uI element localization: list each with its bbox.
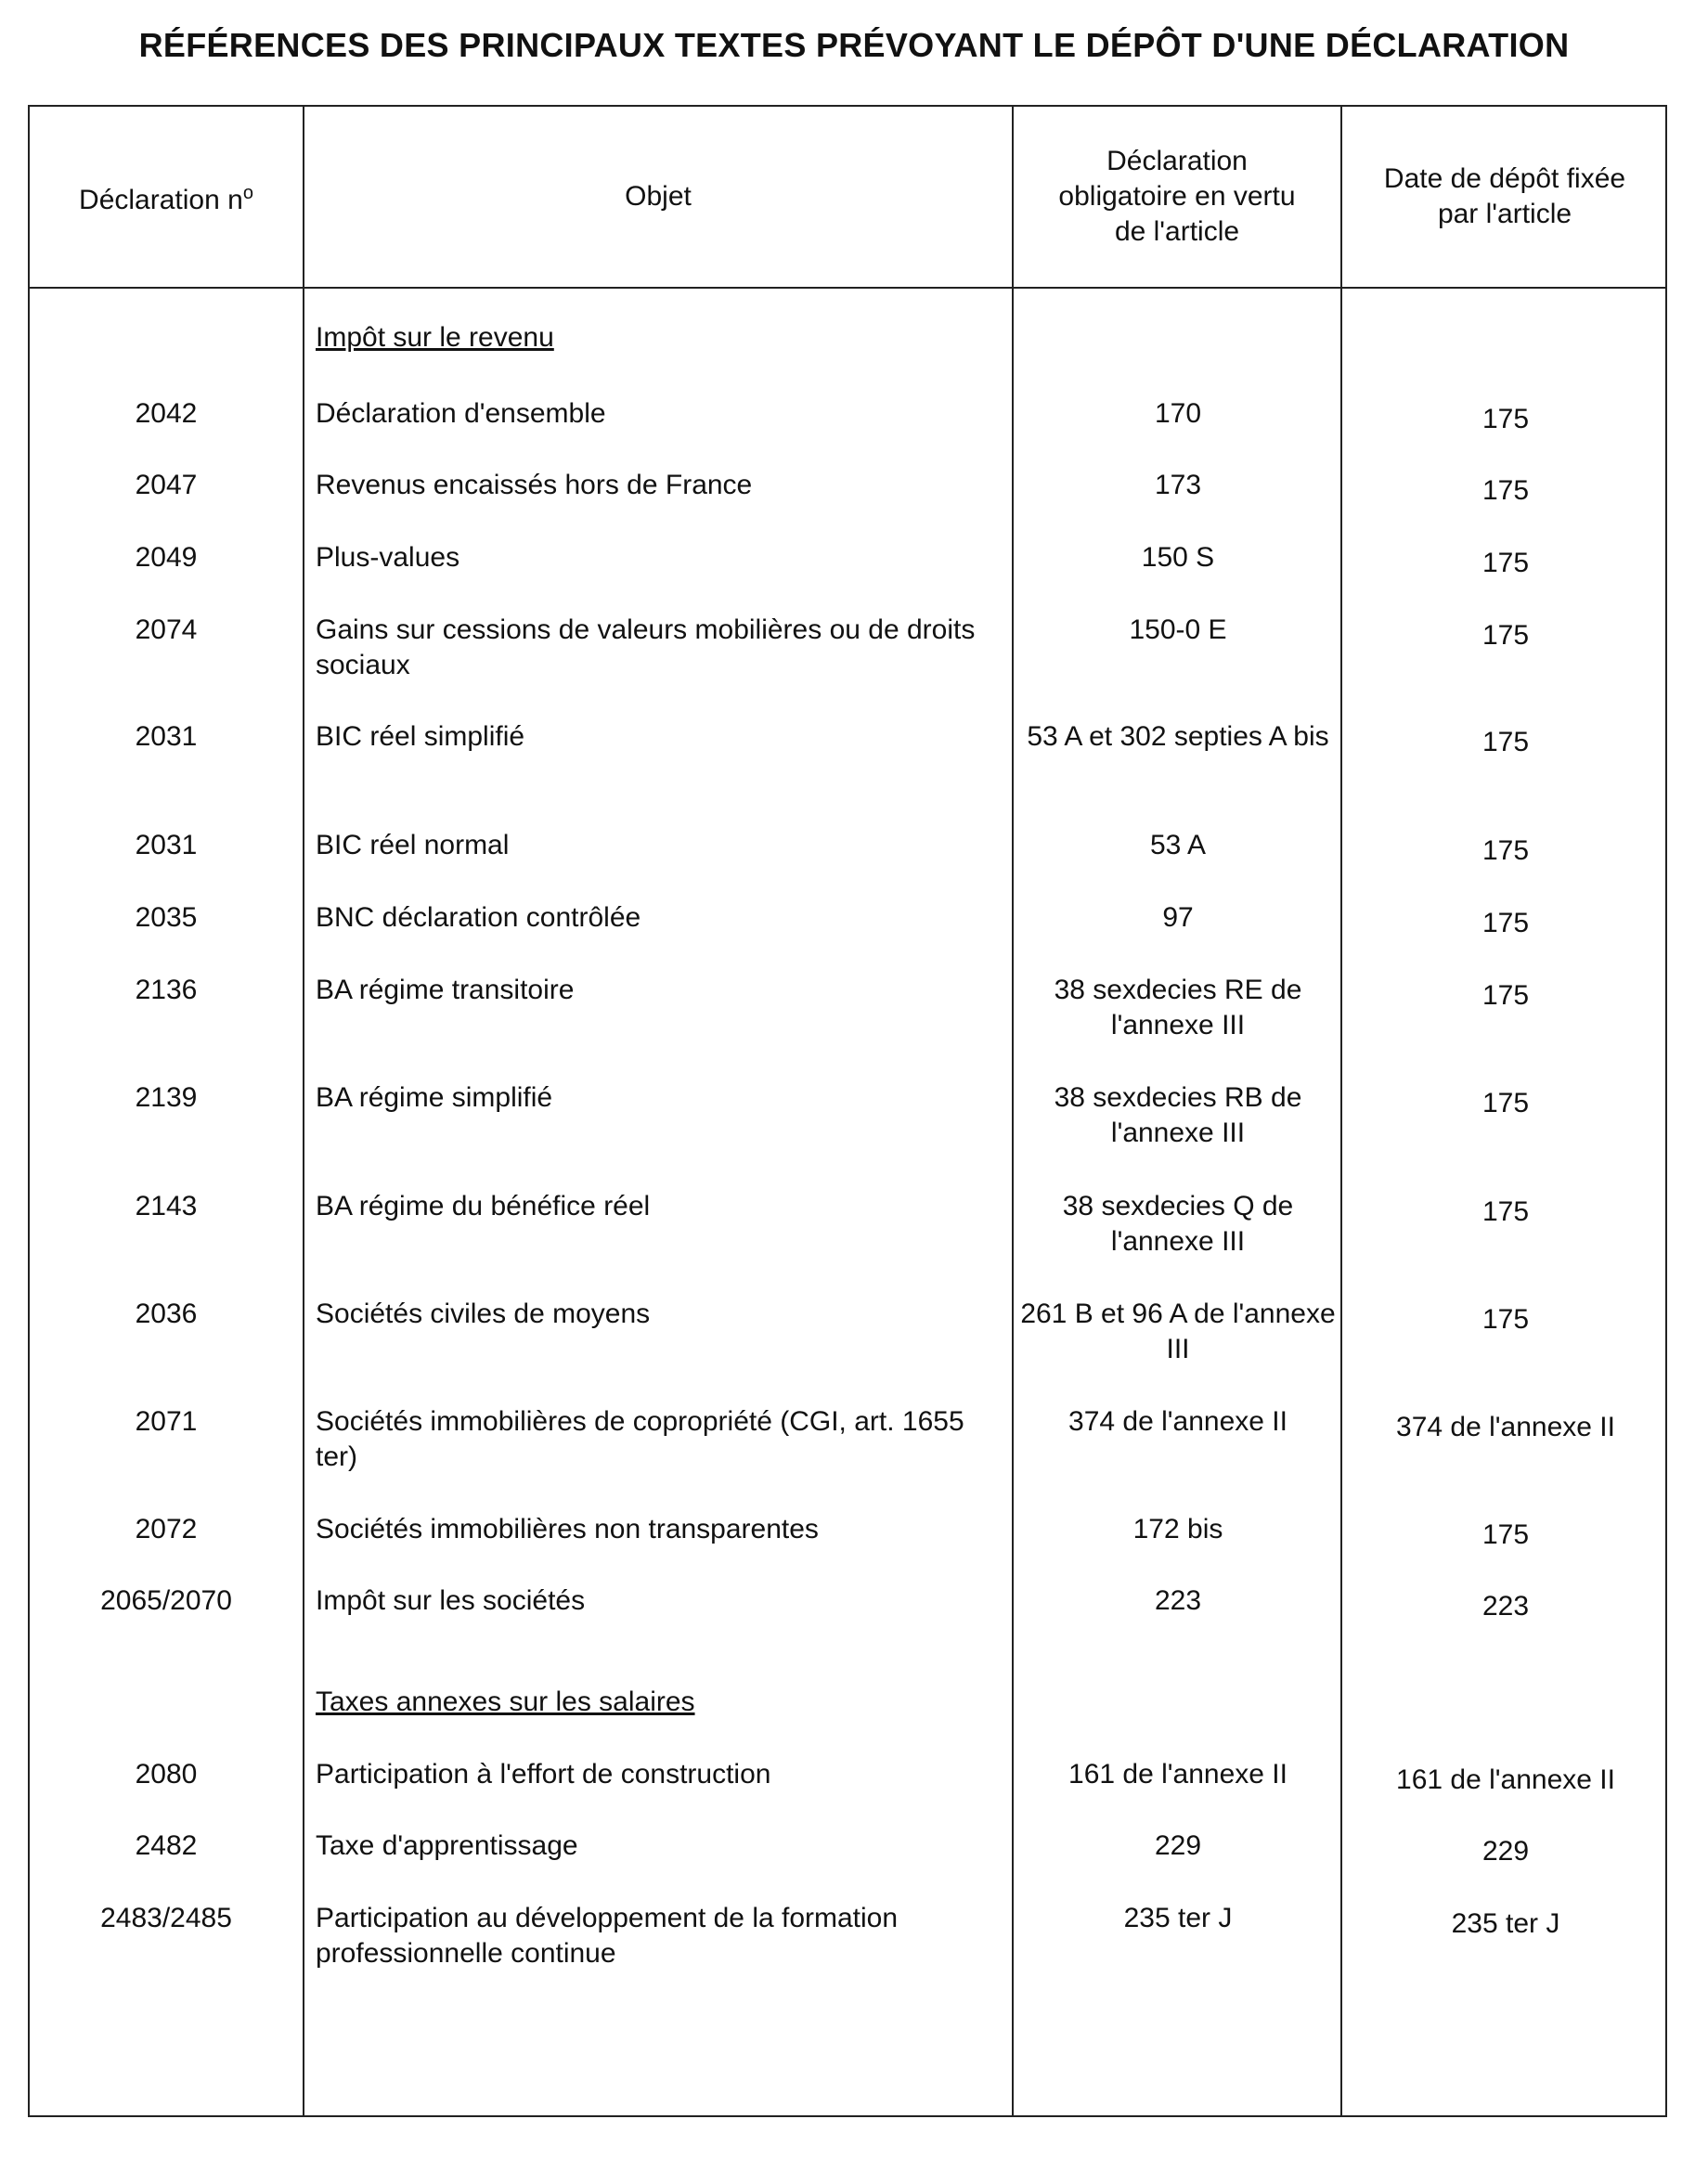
declaration-number: 2482 (135, 1830, 198, 1861)
column-divider (1340, 105, 1342, 2117)
declaration-objet: Impôt sur les sociétés (316, 1585, 586, 1616)
article-date-depot: 175 (1482, 908, 1530, 938)
article-obligatoire: 53 A et 302 septies A bis (1027, 721, 1329, 752)
header-declaration-no: Déclaration $n^o$ (79, 183, 253, 215)
header-date-depot: Date de dépôt fixée par l'article (1383, 163, 1626, 229)
declaration-number: 2036 (135, 1299, 198, 1329)
article-obligatoire: 173 (1154, 470, 1202, 500)
declaration-number: 2483/2485 (100, 1903, 232, 1933)
article-obligatoire: 374 de l'annexe II (1068, 1406, 1287, 1437)
declaration-number: 2031 (135, 721, 198, 752)
declaration-objet: Déclaration d'ensemble (316, 398, 606, 429)
declaration-objet: BA régime transitoire (316, 975, 575, 1005)
article-date-depot: 175 (1482, 1304, 1530, 1335)
declaration-objet: Participation au développement de la formation professionnelle continue (316, 1903, 899, 1969)
declaration-number: 2035 (135, 902, 198, 933)
article-date-depot: 161 de l'annexe II (1396, 1764, 1615, 1795)
column-divider (303, 105, 304, 2117)
declaration-objet: Plus-values (316, 542, 460, 573)
declaration-number: 2031 (135, 830, 198, 860)
declaration-objet: Taxe d'apprentissage (316, 1830, 578, 1861)
header-divider (28, 287, 1667, 289)
article-obligatoire: 223 (1154, 1585, 1202, 1616)
article-obligatoire: 161 de l'annexe II (1068, 1759, 1287, 1790)
article-date-depot: 175 (1482, 404, 1530, 434)
section-title: Taxes annexes sur les salaires (316, 1686, 695, 1717)
declaration-number: 2049 (135, 542, 198, 573)
declaration-number: 2080 (135, 1759, 198, 1790)
declaration-objet: Gains sur cessions de valeurs mobilières ou de droits sociaux (316, 614, 976, 680)
declaration-objet: BIC réel normal (316, 830, 510, 860)
column-divider (1012, 105, 1014, 2117)
declaration-objet: Revenus encaissés hors de France (316, 470, 753, 500)
declaration-objet: Sociétés immobilières non transparentes (316, 1514, 819, 1544)
article-date-depot: 235 ter J (1451, 1908, 1560, 1939)
article-date-depot: 175 (1482, 475, 1530, 506)
article-obligatoire: 261 B et 96 A de l'annexe III (1020, 1299, 1336, 1364)
article-obligatoire: 170 (1154, 398, 1202, 429)
declaration-number: 2065/2070 (100, 1585, 232, 1616)
section-title: Impôt sur le revenu (316, 322, 554, 353)
declaration-number: 2143 (135, 1191, 198, 1221)
article-date-depot: 175 (1482, 727, 1530, 757)
declaration-objet: Sociétés civiles de moyens (316, 1299, 651, 1329)
page-title: RÉFÉRENCES DES PRINCIPAUX TEXTES PRÉVOYANT LE DÉPÔT D'UNE DÉCLARATION (138, 26, 1570, 64)
header-objet: Objet (625, 181, 692, 212)
article-date-depot: 175 (1482, 1196, 1530, 1227)
declaration-number: 2072 (135, 1514, 198, 1544)
article-date-depot: 175 (1482, 980, 1530, 1011)
article-obligatoire: 38 sexdecies RE de l'annexe III (1054, 975, 1302, 1040)
declaration-objet: BA régime du bénéfice réel (316, 1191, 651, 1221)
article-date-depot: 175 (1482, 548, 1530, 578)
declaration-number: 2136 (135, 975, 198, 1005)
article-date-depot: 175 (1482, 835, 1530, 866)
article-obligatoire: 229 (1154, 1830, 1202, 1861)
declaration-number: 2139 (135, 1082, 198, 1113)
declaration-number: 2047 (135, 470, 198, 500)
article-date-depot: 175 (1482, 1519, 1530, 1550)
article-obligatoire: 38 sexdecies RB de l'annexe III (1054, 1082, 1302, 1148)
declaration-objet: BIC réel simplifié (316, 721, 525, 752)
article-date-depot: 223 (1482, 1591, 1530, 1622)
article-date-depot: 374 de l'annexe II (1396, 1412, 1615, 1442)
declaration-objet: BA régime simplifié (316, 1082, 553, 1113)
article-obligatoire: 172 bis (1132, 1514, 1223, 1544)
declaration-number: 2074 (135, 614, 198, 645)
article-obligatoire: 53 A (1149, 830, 1207, 860)
article-obligatoire: 150-0 E (1129, 614, 1227, 645)
declaration-objet: Participation à l'effort de construction (316, 1759, 771, 1790)
header-obligatoire: Déclaration obligatoire en vertu de l'article (1058, 146, 1296, 247)
article-obligatoire: 97 (1162, 902, 1194, 933)
article-date-depot: 229 (1482, 1836, 1530, 1867)
article-obligatoire: 235 ter J (1123, 1903, 1233, 1933)
declaration-number: 2042 (135, 398, 198, 429)
article-date-depot: 175 (1482, 1088, 1530, 1118)
declaration-objet: Sociétés immobilières de copropriété (CGI, art. 1655 ter) (316, 1406, 964, 1472)
article-obligatoire: 150 S (1141, 542, 1215, 573)
declaration-number: 2071 (135, 1406, 198, 1437)
article-obligatoire: 38 sexdecies Q de l'annexe III (1062, 1191, 1294, 1257)
article-date-depot: 175 (1482, 620, 1530, 651)
declaration-objet: BNC déclaration contrôlée (316, 902, 641, 933)
